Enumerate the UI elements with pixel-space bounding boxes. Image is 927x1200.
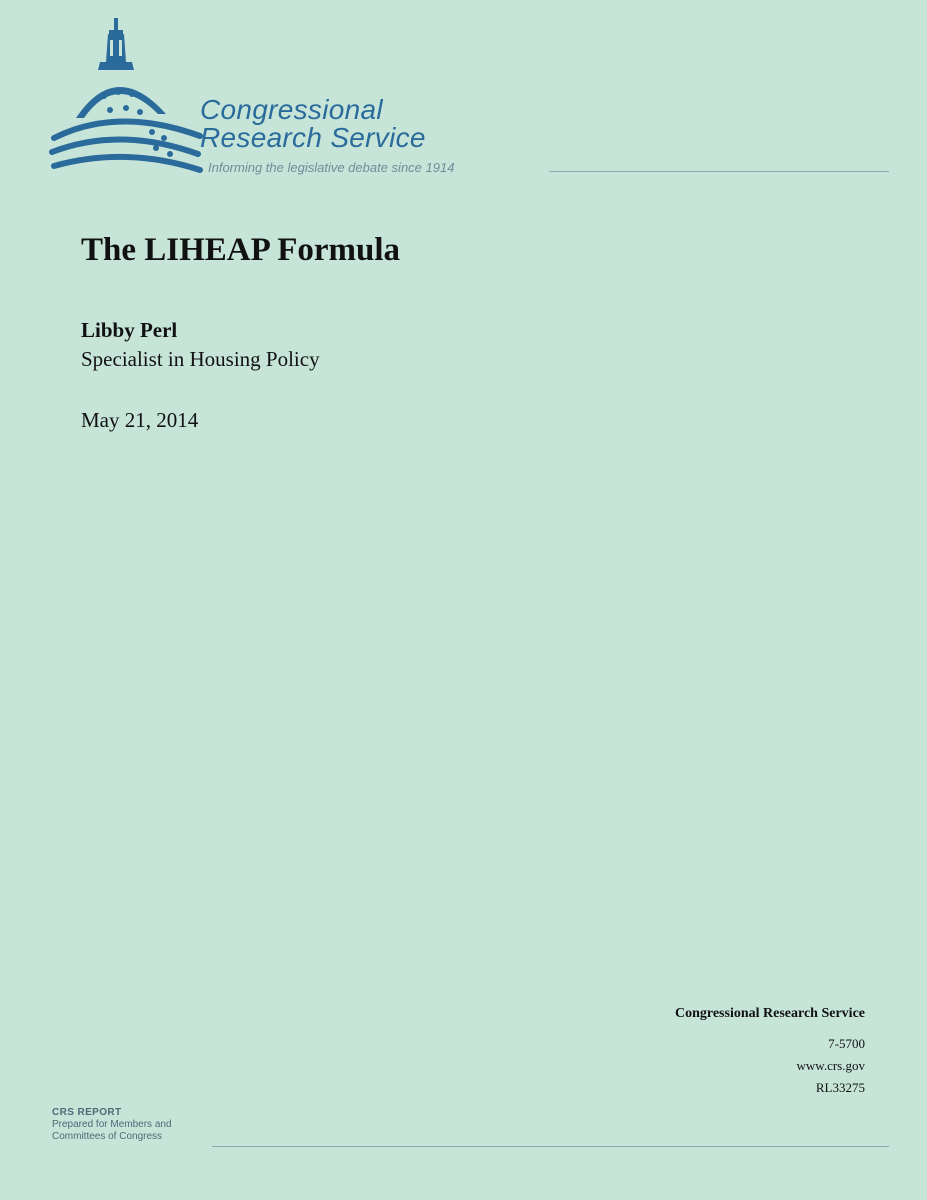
brand-tagline: Informing the legislative debate since 1914 bbox=[208, 160, 455, 175]
footer-line2: Committees of Congress bbox=[52, 1131, 163, 1142]
report-date: May 21, 2014 bbox=[81, 408, 199, 432]
header-divider bbox=[549, 171, 889, 172]
report-title: The LIHEAP Formula bbox=[81, 232, 401, 268]
brand-name bbox=[200, 96, 426, 152]
publisher-block bbox=[675, 1004, 865, 1099]
footer-report-label bbox=[52, 1107, 172, 1143]
report-number: RL33275 bbox=[815, 1080, 865, 1095]
publisher-website: www.crs.gov bbox=[796, 1058, 865, 1073]
capitol-dome-logo-icon bbox=[48, 14, 208, 180]
brand-name-line2: Research Service bbox=[200, 122, 426, 153]
footer-divider bbox=[212, 1146, 889, 1147]
publisher-phone: 7-5700 bbox=[828, 1036, 865, 1051]
brand-name-line1: Congressional bbox=[200, 94, 383, 125]
footer-line1: Prepared for Members and bbox=[52, 1119, 172, 1130]
footer-label: CRS REPORT bbox=[52, 1107, 122, 1118]
publisher-name: Congressional Research Service bbox=[674, 1006, 865, 1021]
author-title: Specialist in Housing Policy bbox=[81, 347, 320, 371]
author-name: Libby Perl bbox=[81, 318, 178, 342]
